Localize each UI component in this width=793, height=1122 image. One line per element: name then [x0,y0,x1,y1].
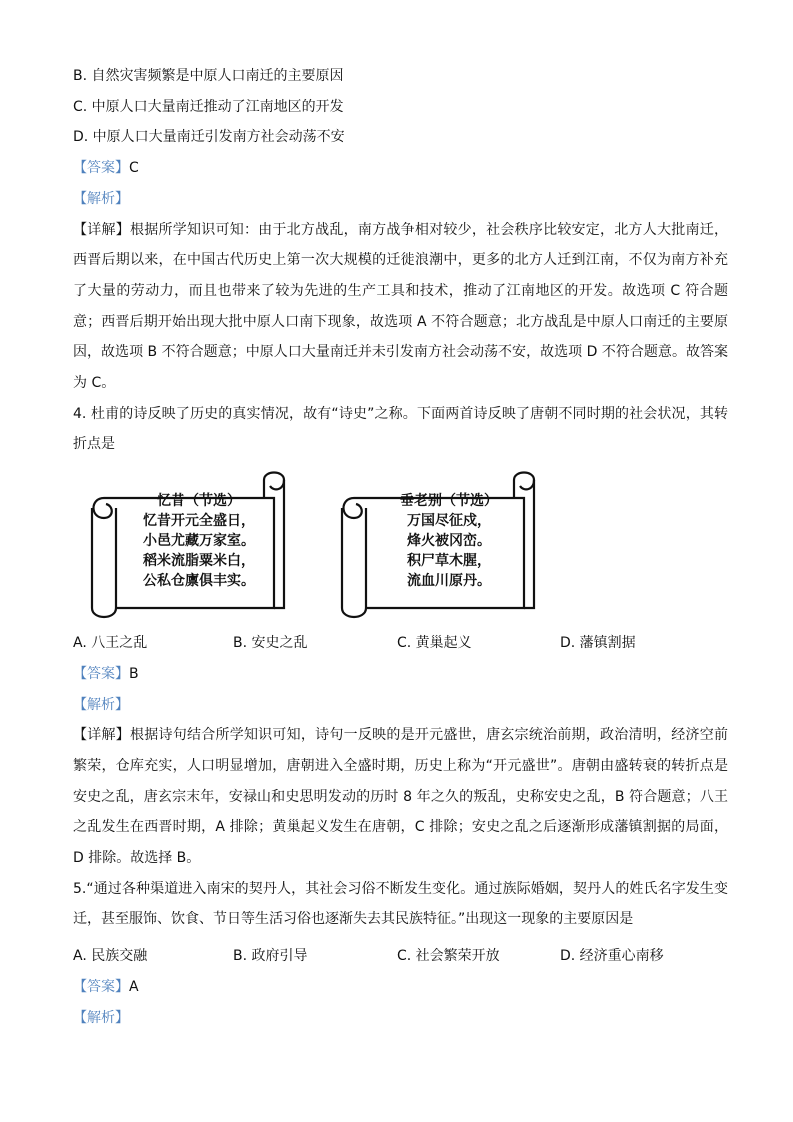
q5-stem: 5.“通过各种渠道进入南宋的契丹人，其社会习俗不断发生变化。通过族际婚姻，契丹人的姓氏名字发生变迁，甚至服饰、饮食、节日等生活习俗也逐渐失去其民族特征。”出现这一现象的主要原因是 [73,880,728,928]
detail-text: 根据所学知识可知：由于北方战乱，南方战争相对较少，社会秩序比较安定，北方人大批南迁，西晋后期以来，在中国古代历史上第一次大规模的迁徙浪潮中，更多的北方人迁到江南，不仅为南方补充了大量的劳动力，而且也带来了较为先进的生产工具和技术，推动了江南地区的开发。故选项 C 符合题意；西晋后期开始出现大批中原人口南下现象，故选项 A 不符合题意；北方战乱是中原人口南迁的主要原因，故选项 B 不符合题意；中原人口大量南迁并未引发南方社会动荡不安，故选项 D 不符合题意。故答案为 C。 [73,221,729,392]
answer-value: A [129,978,139,995]
answer-label: 【答案】 [73,160,129,177]
detail-label: 【详解】 [73,727,130,744]
q4-figure [73,460,728,628]
q4-analysis-label [73,690,728,721]
poem-right [360,491,538,591]
q4-answer [73,659,728,690]
poem-title: 忆昔（节选） [157,493,241,510]
poem-line: 稻米流脂粟米白， [143,553,255,570]
q4-stem: 4. 杜甫的诗反映了历史的真实情况，故有“诗史”之称。下面两首诗反映了唐朝不同时期的社会状况，其转折点是 [73,405,728,453]
analysis-label: 【解析】 [73,190,129,207]
q5-answer [73,972,728,1003]
poem-line: 积尸草木腥， [407,553,491,570]
q5-option-d: D. 经济重心南移 [560,948,664,965]
poem-line: 烽火被冈峦。 [407,533,491,550]
answer-value: C [129,160,139,177]
poem-line: 公私仓廪俱丰实。 [143,573,255,590]
poem-title: 垂老别（节选） [400,493,498,510]
q5-analysis-label [73,1003,728,1034]
q4-option-d: D. 藩镇割据 [560,635,636,652]
answer-label: 【答案】 [73,978,129,995]
q5-option-c: C. 社会繁荣开放 [397,948,500,965]
q4-options [73,628,728,659]
poem-line: 小邑尤藏万家室。 [143,533,255,550]
answer-value: B [129,665,139,682]
analysis-label: 【解析】 [73,696,129,713]
analysis-label: 【解析】 [73,1009,129,1026]
q3-answer [73,153,728,184]
detail-text: 根据诗句结合所学知识可知，诗句一反映的是开元盛世，唐玄宗统治前期，政治清明，经济空前繁荣，仓库充实，人口明显增加，唐朝进入全盛时期，历史上称为“开元盛世”。唐朝由盛转衰的转折点是安史之乱，唐玄宗末年，安禄山和史思明发动的历时 8 年之久的叛乱，史称安史之乱，B 符合题意；八王之乱发生在西晋时期，A 排除；黄巢起义发生在唐朝，C 排除；安史之乱之后逐渐形成藩镇割据的局面，D 排除。故选择 B。 [73,727,729,867]
q3-option-b: B. 自然灾害频繁是中原人口南迁的主要原因 [73,68,344,84]
poem-line: 万国尽征戍， [407,513,491,530]
poem-left [110,491,288,591]
answer-label: 【答案】 [73,665,129,682]
document-flow [73,0,728,1033]
q4-detail [73,720,728,874]
detail-label: 【详解】 [73,221,130,238]
poem-line: 忆昔开元全盛日， [143,513,255,530]
q4-option-b: B. 安史之乱 [233,635,308,652]
q4-option-a: A. 八王之乱 [73,635,148,652]
q3-detail [73,215,728,399]
poem-line: 流血川原丹。 [407,573,491,590]
q5-option-b: B. 政府引导 [233,948,308,965]
q4-option-c: C. 黄巢起义 [397,635,472,652]
q5-options [73,941,728,972]
q3-analysis-label [73,184,728,215]
q3-option-c: C. 中原人口大量南迁推动了江南地区的开发 [73,98,344,115]
q3-option-d: D. 中原人口大量南迁引发南方社会动荡不安 [73,129,345,146]
q5-option-a: A. 民族交融 [73,948,148,965]
